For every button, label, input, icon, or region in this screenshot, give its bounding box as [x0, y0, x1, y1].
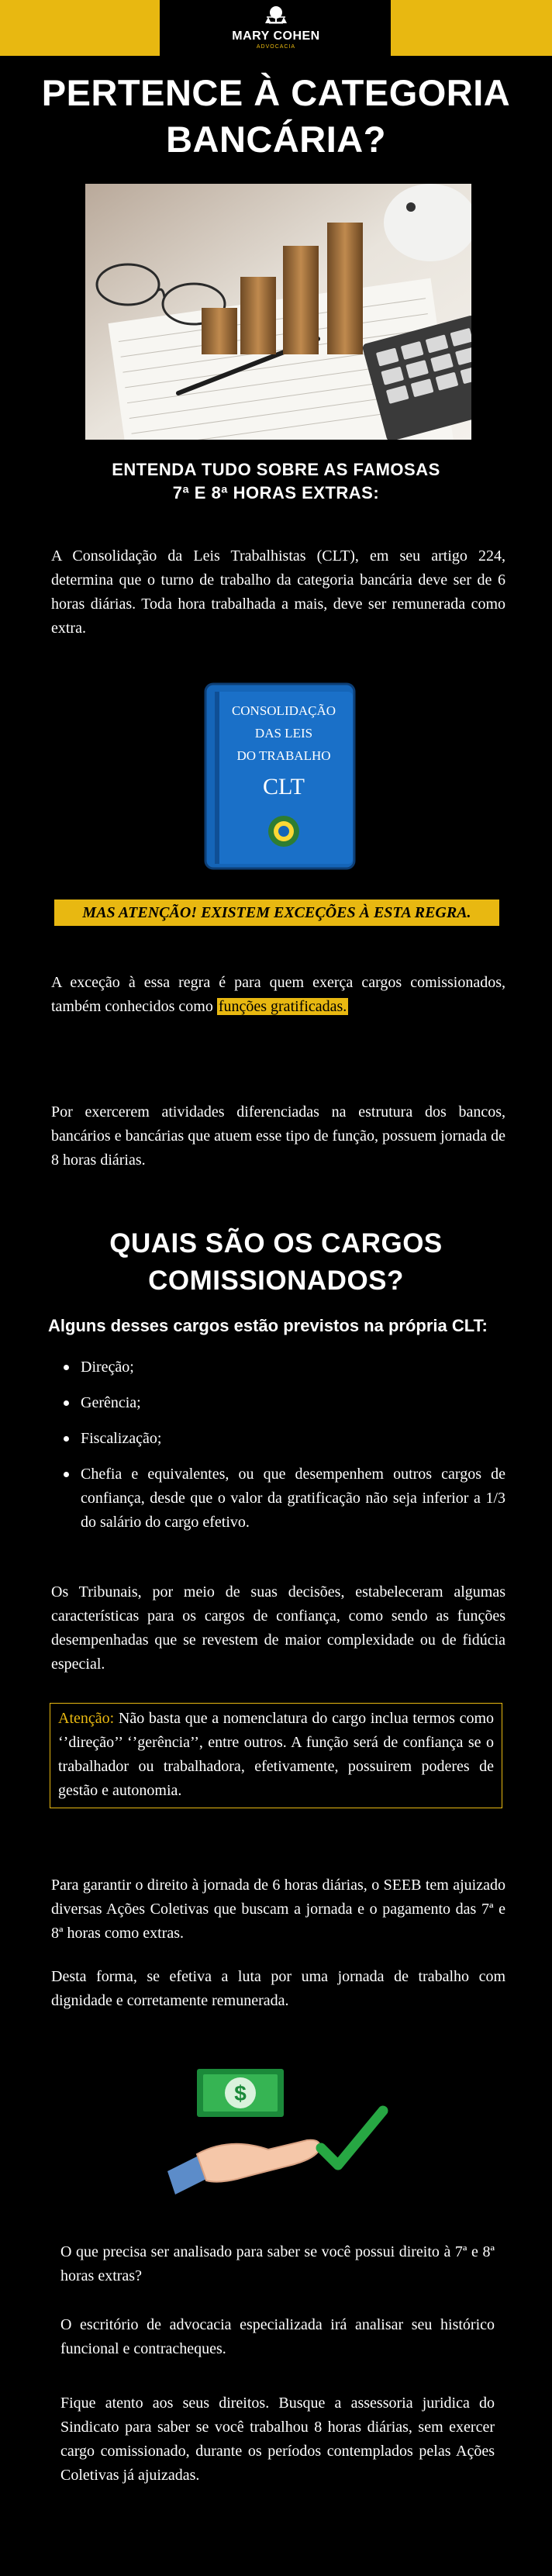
- seeb-paragraph: Para garantir o direito à jornada de 6 horas diárias, o SEEB tem ajuizado diversas Ações Coletivas que buscam a jornada e o pagamento das 7ª e 8ª horas como extras.: [51, 1877, 505, 1942]
- open-hand-icon: [167, 2140, 320, 2194]
- page-title-line-2: BANCÁRIA?: [166, 119, 386, 160]
- page-title-line-1: PERTENCE À CATEGORIA: [41, 72, 511, 113]
- brand-subtitle: ADVOCACIA: [256, 44, 296, 50]
- intro-paragraph: A Consolidação da Leis Trabalhistas (CLT), em seu artigo 224, determina que o turno de trabalho da categoria bancária deve ser de 6 horas diárias. Toda hora trabalhada a mais, deve ser remunerada como extra.: [51, 547, 505, 637]
- banknote-icon: [197, 2069, 284, 2117]
- list-item: Gerência;: [51, 1391, 505, 1415]
- section-title-commissioned-roles: [47, 1225, 505, 1300]
- hero-illustration: [85, 184, 471, 440]
- section-title-line-2: COMISSIONADOS?: [148, 1266, 404, 1296]
- struggle-paragraph: Desta forma, se efetiva a luta por uma jornada de trabalho com dignidade e corretamente remunerada.: [51, 1968, 505, 2009]
- functions-paragraph: Por exercerem atividades diferenciadas na estrutura dos bancos, bancários e bancárias que atuem esse tipo de função, possuem jornada de 8 horas diárias.: [51, 1103, 505, 1169]
- section-lead: Alguns desses cargos estão previstos na própria CLT:: [48, 1316, 488, 1335]
- attention-box: [50, 1703, 502, 1808]
- exception-text: A exceção à essa regra é para quem exerça cargos comissionados, também conhecidos como: [51, 974, 505, 1015]
- attention-label: Atenção:: [58, 1710, 115, 1727]
- section-title-line-1: QUAIS SÃO OS CARGOS: [109, 1228, 443, 1259]
- list-item: Chefia e equivalentes, ou que desempenhem outros cargos de confiança, desde que o valor da gratificação não seja inferior a 1/3 do salário do cargo efetivo.: [51, 1462, 505, 1535]
- header-gold-bar-left: [0, 0, 160, 56]
- hero-photo-coins-calculator: [85, 184, 471, 440]
- dollar-symbol: $: [234, 2081, 247, 2105]
- office-paragraph: O escritório de advocacia especializada irá analisar seu histórico funcional e contracheques.: [60, 2316, 495, 2357]
- money-hand-check-illustration: [160, 2063, 400, 2218]
- clt-book-cover: [204, 682, 356, 870]
- clt-book-illustration: [204, 682, 356, 870]
- question-paragraph: O que precisa ser analisado para saber se você possui direito à 7ª e 8ª horas extras?: [60, 2243, 495, 2284]
- brand-name: MARY COHEN: [232, 29, 320, 43]
- exception-highlight: funções gratificadas.: [218, 998, 347, 1015]
- list-item: Fiscalização;: [51, 1427, 505, 1451]
- page-title: [23, 70, 529, 163]
- subtitle-line-2: 7ª E 8ª HORAS EXTRAS:: [172, 483, 380, 502]
- header-gold-bar-right: [391, 0, 552, 56]
- scales-logo-icon: [263, 5, 289, 28]
- tribunals-paragraph: Os Tribunais, por meio de suas decisões, estabeleceram algumas características para os cargos de confiança, como sendo as funções desempenhadas que se revestem de maior complexidade ou de fidúcia especial.: [51, 1583, 505, 1673]
- book-title-line-3: DO TRABALHO: [236, 748, 331, 763]
- exception-paragraph: [51, 971, 505, 1019]
- roles-list-container: [51, 1355, 505, 1546]
- book-title-line-2: DAS LEIS: [254, 726, 313, 741]
- roles-list: [51, 1355, 505, 1535]
- exception-warning-banner: MAS ATENÇÃO! EXISTEM EXCEÇÕES À ESTA REGRA.: [54, 900, 499, 926]
- attention-text: Não basta que a nomenclatura do cargo inclua termos como ‘’direção’’ ‘’gerência’’, entre outros. A função será de confiança se o trabalhador ou trabalhadora, efetivamente, possuirem poderes de gestão e autonomia.: [58, 1710, 494, 1799]
- subtitle-line-1: ENTENDA TUDO SOBRE AS FAMOSAS: [112, 460, 440, 479]
- check-icon: [321, 2111, 383, 2165]
- subtitle: [62, 458, 490, 505]
- list-item: Direção;: [51, 1355, 505, 1380]
- book-title-line-1: CONSOLIDAÇÃO: [231, 703, 336, 718]
- book-title-clt: CLT: [263, 774, 305, 799]
- money-illustration: [160, 2063, 400, 2218]
- brand-logo[interactable]: [198, 5, 354, 50]
- closing-paragraph: Fique atento aos seus direitos. Busque a assessoria juridica do Sindicato para saber se você trabalhou 8 horas diárias, sem exercer cargo comissionado, durante os períodos contemplados pelas Ações Coletivas já ajuizadas.: [60, 2395, 495, 2484]
